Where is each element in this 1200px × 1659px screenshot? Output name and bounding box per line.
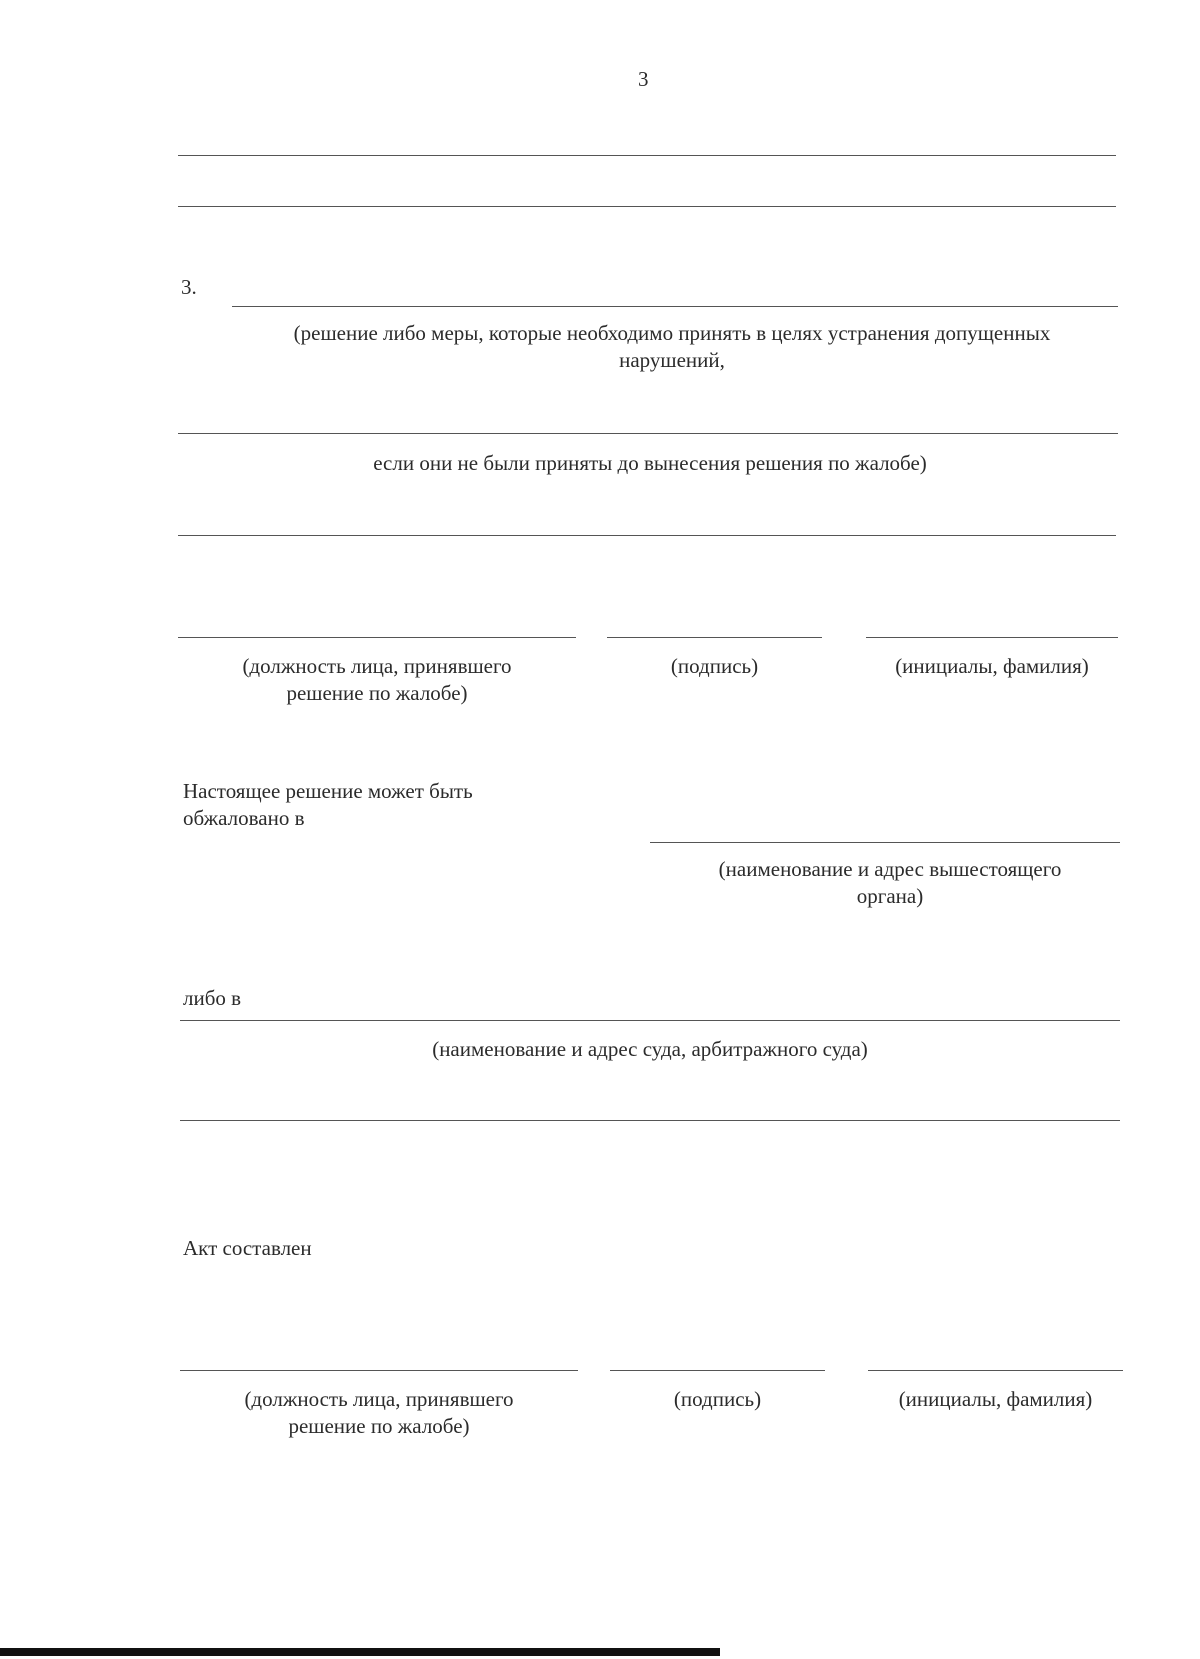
section-3-field-line: [232, 306, 1118, 307]
appeal-alt-prefix: либо в: [183, 986, 242, 1010]
appeal-court-caption: (наименование и адрес суда, арбитражного суда): [432, 1037, 868, 1061]
sig1-position-caption-line-2: решение по жалобе): [286, 681, 468, 705]
appeal-court-line: [180, 1020, 1120, 1021]
appeal-authority-caption: [655, 856, 1125, 910]
appeal-text: [183, 778, 473, 832]
appeal-text-line-2: обжаловано в: [183, 806, 305, 830]
sig1-signature-caption: (подпись): [670, 654, 759, 678]
blank-line-4: [180, 1120, 1120, 1121]
sig1-name-line: [866, 637, 1118, 638]
sig2-position-caption-line-2: решение по жалобе): [288, 1414, 470, 1438]
sig1-position-caption-line-1: (должность лица, принявшего: [242, 654, 512, 678]
section-3-field-line-2: [178, 433, 1118, 434]
blank-line-2: [178, 206, 1116, 207]
section-3-caption-line-1: (решение либо меры, которые необходимо принять в целях устранения допущенных: [293, 321, 1051, 345]
act-label: Акт составлен: [183, 1236, 312, 1260]
section-3-caption-continued: если они не были приняты до вынесения решения по жалобе): [373, 451, 927, 475]
blank-line-3: [178, 535, 1116, 536]
sig2-signature-caption: (подпись): [673, 1387, 762, 1411]
sig2-name-line: [868, 1370, 1123, 1371]
page-number: 3: [638, 67, 649, 91]
sig2-position-caption-line-1: (должность лица, принявшего: [244, 1387, 514, 1411]
section-3-caption-line-2: нарушений,: [619, 348, 725, 372]
sig2-position-caption: [180, 1386, 578, 1440]
sig1-name-caption: (инициалы, фамилия): [895, 654, 1089, 678]
appeal-authority-line: [650, 842, 1120, 843]
sig1-position-line: [178, 637, 576, 638]
appeal-authority-caption-line-2: органа): [856, 884, 924, 908]
sig2-position-line: [180, 1370, 578, 1371]
section-3-number: 3.: [181, 275, 197, 299]
sig2-name-caption: (инициалы, фамилия): [898, 1387, 1093, 1411]
sig2-signature-line: [610, 1370, 825, 1371]
blank-line-1: [178, 155, 1116, 156]
sig1-position-caption: [178, 653, 576, 707]
sig1-signature-line: [607, 637, 822, 638]
appeal-authority-caption-line-1: (наименование и адрес вышестоящего: [718, 857, 1062, 881]
appeal-text-line-1: Настоящее решение может быть: [183, 779, 473, 803]
scan-edge-artifact: [0, 1648, 720, 1656]
section-3-caption: [222, 320, 1122, 374]
